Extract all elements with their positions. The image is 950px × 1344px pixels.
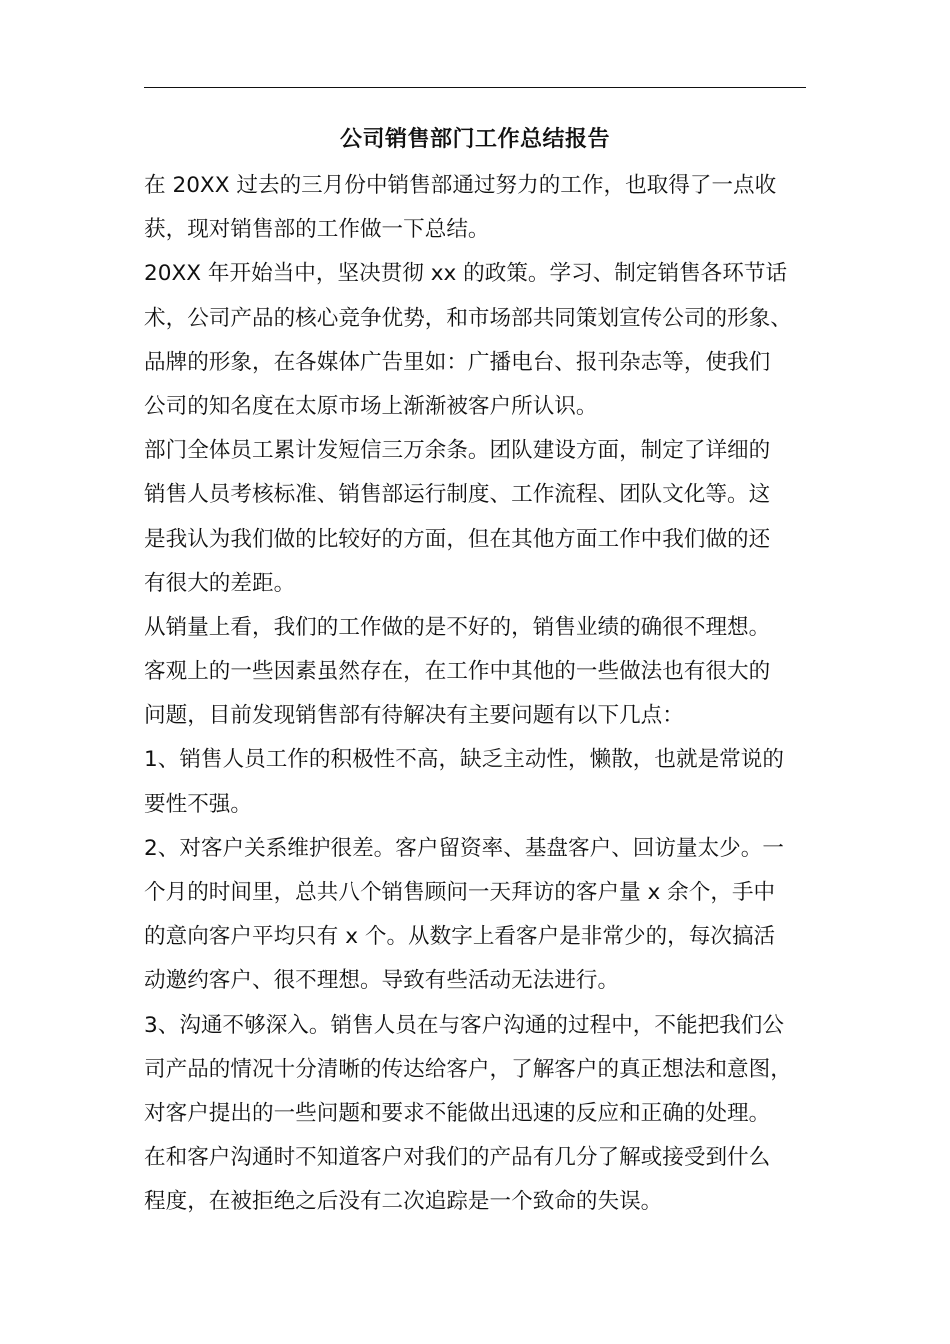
text-line: 品牌的形象，在各媒体广告里如：广播电台、报刊杂志等，使我们: [144, 349, 771, 375]
text-line: 术，公司产品的核心竞争优势，和市场部共同策划宣传公司的形象、: [144, 305, 792, 331]
text-line: 公司的知名度在太原市场上渐渐被客户所认识。: [144, 393, 598, 419]
text-line: 20XX 年开始当中，坚决贯彻 xx 的政策。学习、制定销售各环节话: [144, 261, 788, 287]
text-line: 是我认为我们做的比较好的方面，但在其他方面工作中我们做的还: [144, 526, 771, 552]
text-line: 要性不强。: [144, 791, 252, 817]
text-line: 从销量上看，我们的工作做的是不好的，销售业绩的确很不理想。: [144, 614, 771, 640]
text-line: 的意向客户平均只有 x 个。从数字上看客户是非常少的，每次搞活: [144, 924, 776, 950]
text-line: 司产品的情况十分清晰的传达给客户，了解客户的真正想法和意图，: [144, 1056, 792, 1082]
text-line: 问题，目前发现销售部有待解决有主要问题有以下几点：: [144, 703, 684, 729]
text-line: 对客户提出的一些问题和要求不能做出迅速的反应和正确的处理。: [144, 1100, 771, 1126]
text-line: 2、对客户关系维护很差。客户留资率、基盘客户、回访量太少。一: [144, 835, 784, 861]
text-line: 个月的时间里，总共八个销售顾问一天拜访的客户量 x 余个，手中: [144, 880, 776, 905]
text-line: 获，现对销售部的工作做一下总结。: [144, 217, 490, 243]
header-rule: [144, 87, 806, 88]
text-line: 部门全体员工累计发短信三万余条。团队建设方面，制定了详细的: [144, 438, 771, 464]
text-line: 在 20XX 过去的三月份中销售部通过努力的工作，也取得了一点收: [144, 173, 777, 198]
document-title: 公司销售部门工作总结报告: [339, 127, 610, 152]
text-line: 销售人员考核标准、销售部运行制度、工作流程、团队文化等。这: [144, 482, 771, 508]
text-line: 动邀约客户、很不理想。导致有些活动无法进行。: [144, 968, 620, 994]
text-line: 3、沟通不够深入。销售人员在与客户沟通的过程中，不能把我们公: [144, 1012, 784, 1038]
text-line: 在和客户沟通时不知道客户对我们的产品有几分了解或接受到什么: [144, 1145, 771, 1171]
document-body: [144, 164, 806, 1225]
text-line: 程度，在被拒绝之后没有二次追踪是一个致命的失误。: [144, 1189, 663, 1215]
text-line: 有很大的差距。: [144, 570, 296, 596]
text-line: 1、销售人员工作的积极性不高，缺乏主动性，懒散，也就是常说的: [144, 747, 784, 773]
text-line: 客观上的一些因素虽然存在，在工作中其他的一些做法也有很大的: [144, 659, 771, 685]
